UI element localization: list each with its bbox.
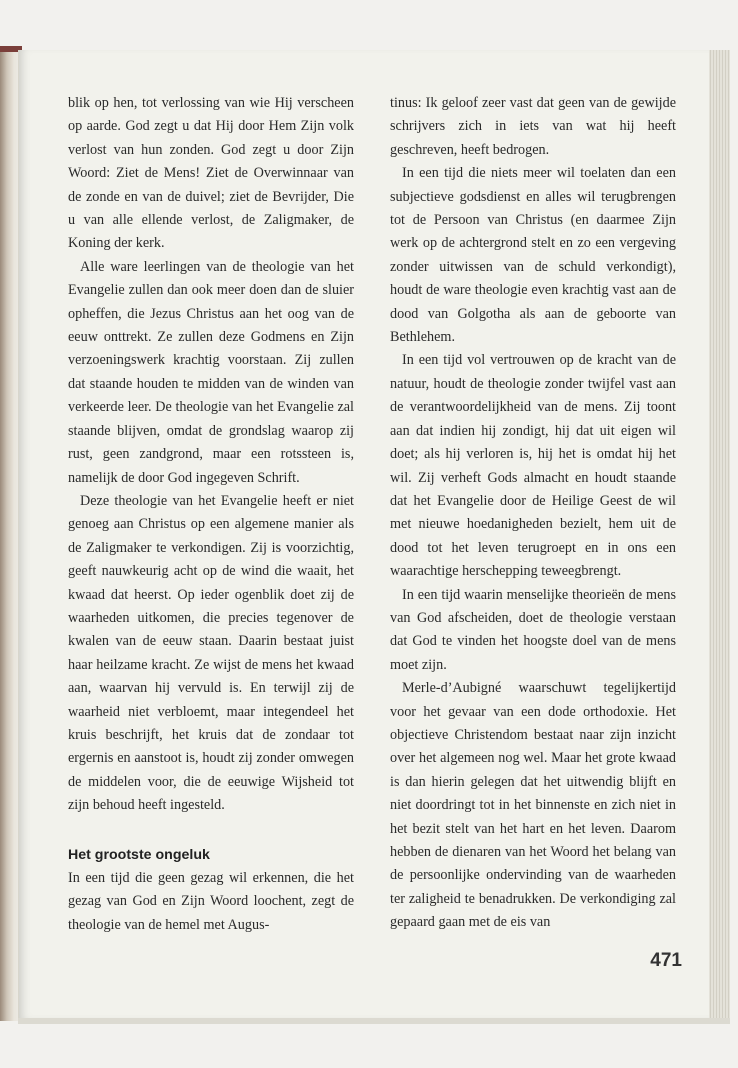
paragraph: In een tijd vol vertrouwen op de kracht van de natuur, houdt de theologie zonder twijfel vast aan de verantwoordelijkheid van de mens. Zij toont aan dat indien hij zondigt, hij dat uit eigen wil doet; als hij verloren is, hij het is omdat hij het wil. Zij verheft Gods almacht en houdt staande dat het Evangelie door de Heilige Geest de wil met nieuwe hoedanigheden bezielt, hem uit de dood tot het leven terugroept en in ons een waarachtige herschepping teweegbrengt. bbox=[390, 352, 676, 580]
page-edges-bottom bbox=[18, 1018, 730, 1024]
paragraph: Deze theologie van het Evangelie heeft er niet genoeg aan Christus op een algemene manier als de Zaligmaker te verkondigen. Zij is voorzichtig, geeft nauwkeurig acht op de wind die waait, het kwaad dat heerst. Op ieder ogenblik doet zij de waarheden uitkomen, die precies tegenover de kwalen van de eeuw staan. Daarin bestaat juist haar heilzame kracht. Ze wijst de mens het kwaad aan, waarvan hij vervuld is. En terwijl zij de waarheid niet verbloemt, maar integendeel het kruis beschrijft, het kruis dat de zondaar tot ergernis en aanstoot is, houdt zij zonder omwegen de middelen voor, die de eeuwige Wijsheid tot zijn behoud heeft ingesteld. bbox=[68, 492, 354, 814]
right-column bbox=[390, 92, 676, 935]
section-heading: Het grootste ongeluk bbox=[68, 846, 210, 863]
book-spine bbox=[0, 46, 20, 1021]
paragraph: tinus: Ik geloof zeer vast dat geen van de gewijde schrijvers zich in iets van wat hij heeft geschreven, heeft bedrogen. bbox=[390, 95, 676, 158]
page-edges-right bbox=[708, 50, 730, 1020]
paragraph: Alle ware leerlingen van de theologie van het Evangelie zullen dan ook meer doen dan de sluier opheffen, die Jezus Christus aan het oog van de eeuw onttrekt. Ze zullen deze Godmens en Zijn verzoeningswerk krachtig voorstaan. Zij zullen dat staande houden te midden van de winden van verkeerde leer. De theologie van het Evangelie zal staande blijven, omdat de grondslag waarop zij rust, geen zandgrond, maar een rotssteen is, namelijk de door God ingegeven Schrift. bbox=[68, 258, 354, 486]
paragraph: blik op hen, tot verlossing van wie Hij verscheen op aarde. God zegt u dat Hij door Hem Zijn volk verlost van hun zonden. God zegt u door Zijn Woord: Ziet de Mens! Ziet de Overwinnaar van de zonde en van de duivel; ziet de Bevrijder, Die u van alle ellende verlost, de Zaligmaker, de Koning der kerk. bbox=[68, 95, 354, 252]
paragraph: In een tijd die geen gezag wil erkennen, die het gezag van God en Zijn Woord loochent, zegt de theologie van de hemel met Augus- bbox=[68, 870, 354, 933]
left-column bbox=[68, 92, 354, 937]
paragraph: Merle-d’Aubigné waarschuwt tegelijkertijd voor het gevaar van een dode orthodoxie. Het objectieve Christendom bestaat naar zijn inzicht over het algemeen nog wel. Maar het grote kwaad is dan hierin gelegen dat het uitwendig blijft en niet doordringt tot in het binnenste en zich niet in het bezit stelt van het hart en het leven. Daarom hebben de dienaren van het Woord het belang van de persoonlijke ondervinding van de waarheden ter zaligheid te benadrukken. De verkondiging zal gepaard gaan met de eis van bbox=[390, 680, 676, 931]
page-number: 471 bbox=[650, 950, 682, 971]
paragraph: In een tijd waarin menselijke theorieën de mens van God afscheiden, doet de theologie verstaan dat God te vinden het hoogste doel van de mens moet zijn. bbox=[390, 586, 676, 673]
paragraph: In een tijd die niets meer wil toelaten dan een subjectieve godsdienst en alles wil terugbrengen tot de Persoon van Christus (en daarmee Zijn werk op de achtergrond stelt en zo een vergeving zonder uitwissen van de schuld verkondigt), houdt de ware theologie even krachtig vast aan de dood van Golgotha als aan de geboorte van Bethlehem. bbox=[390, 165, 676, 346]
